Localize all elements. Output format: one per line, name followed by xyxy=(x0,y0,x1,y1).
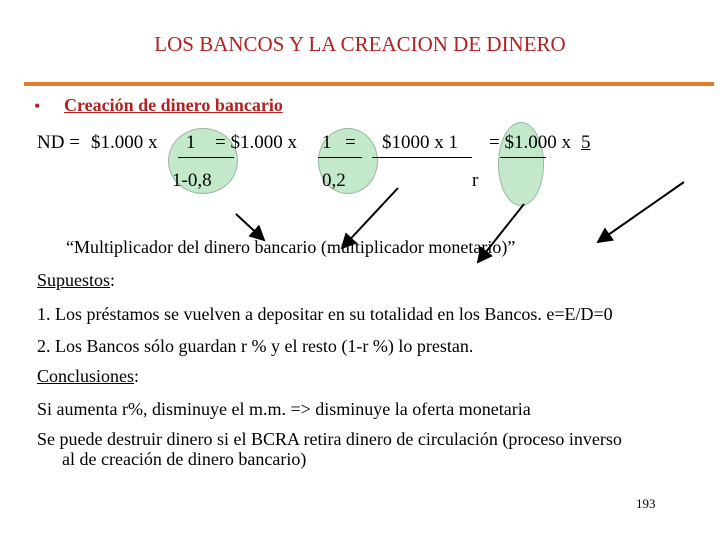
conclusiones-colon: : xyxy=(134,366,140,386)
equation-numerator-3: $1000 x 1 xyxy=(382,132,458,153)
bullet-heading: Creación de dinero bancario xyxy=(64,95,283,115)
arrow-4 xyxy=(598,182,684,242)
conclusiones-item-2-continuation: al de creación de dinero bancario) xyxy=(62,449,307,469)
equation-denominator-2: 0,2 xyxy=(322,170,346,191)
multiplier-label: “Multiplicador del dinero bancario (multiplicador monetario)” xyxy=(66,237,516,257)
equation-term-4: = $1.000 x xyxy=(489,132,571,153)
supuestos-item-1: 1. Los préstamos se vuelven a depositar en su totalidad en los Bancos. e=E/D=0 xyxy=(37,304,613,324)
equation-equals-3: = xyxy=(345,132,356,153)
supuestos-heading-line xyxy=(37,270,115,291)
equation-numerator-2: 1 xyxy=(322,132,332,153)
equation-denominator-1: 1-0,8 xyxy=(172,170,212,191)
supuestos-colon: : xyxy=(110,270,116,290)
bullet-marker: • xyxy=(34,96,41,116)
conclusiones-item-2: Se puede destruir dinero si el BCRA retira dinero de circulación (proceso inverso xyxy=(37,429,622,449)
supuestos-heading: Supuestos xyxy=(37,270,111,290)
equation-lhs: ND = xyxy=(37,132,80,153)
equation-numerator-4: 5 xyxy=(581,132,591,153)
conclusiones-heading: Conclusiones xyxy=(37,366,134,386)
slide-title: LOS BANCOS Y LA CREACION DE DINERO xyxy=(154,32,566,56)
equation-term-1: $1.000 x xyxy=(91,132,158,153)
page-number: 193 xyxy=(636,496,656,511)
conclusiones-item-1: Si aumenta r%, disminuye el m.m. => disminuye la oferta monetaria xyxy=(37,399,531,419)
equation-numerator-1: 1 xyxy=(186,132,196,153)
supuestos-item-2: 2. Los Bancos sólo guardan r % y el resto (1-r %) lo prestan. xyxy=(37,336,474,356)
equation-term-2: = $1.000 x xyxy=(215,132,297,153)
equation-denominator-3: r xyxy=(472,170,479,191)
conclusiones-heading-line xyxy=(37,366,139,387)
